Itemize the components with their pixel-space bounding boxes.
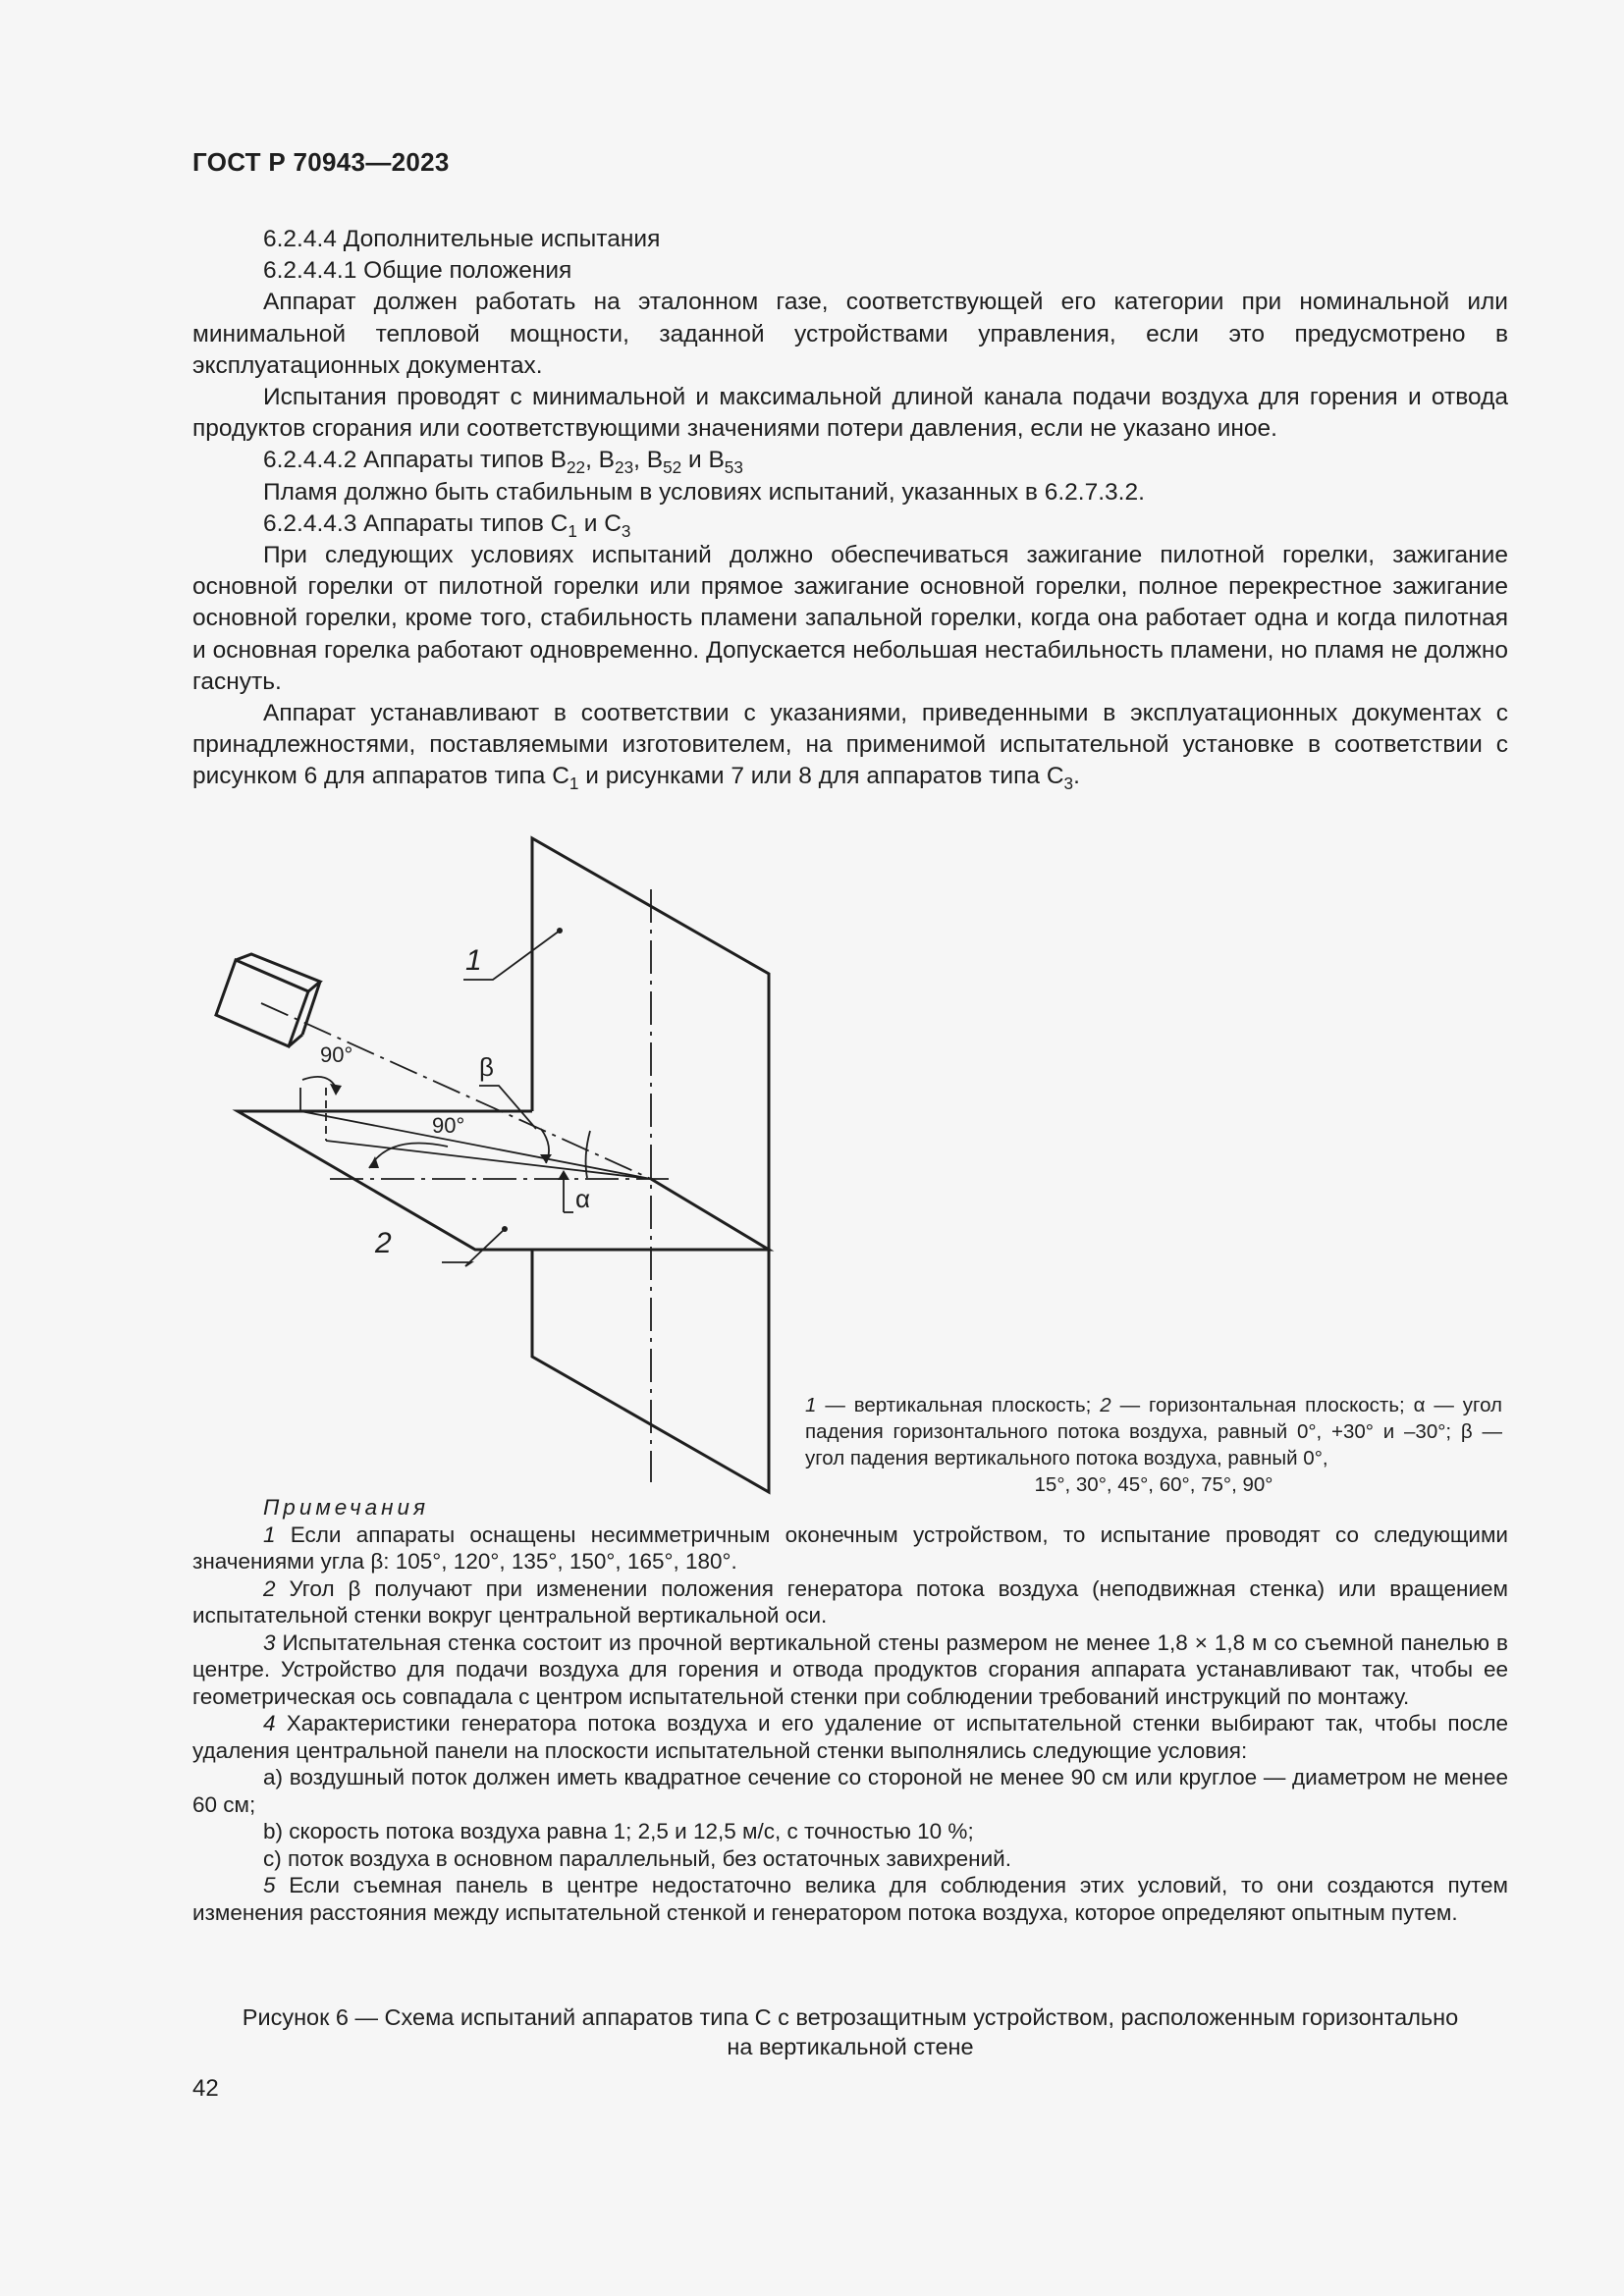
figure-label-1: 1: [465, 944, 482, 977]
note-3: 3 Испытательная стенка состоит из прочной вертикальной стены размером не менее 1,8 × 1,8 м со съемной панелью в центре. Устройство для подачи воздуха для горения и отвода продуктов сгорания аппарата устанавливают так, чтобы ее геометрическая ось совпадала с центром испытательной стенки при соблюдении требований инструкций по монтажу.: [192, 1629, 1508, 1709]
notes-title: Примечания: [263, 1495, 430, 1520]
figure-legend: 1 — вертикальная плоскость; 2 — горизонтальная плоскость; α — угол падения горизонтального потока воздуха, равный 0°, +30° и –30°; β — угол падения вертикального потока воздуха, равный 0°, 15°, 30°, 45°, 60°, 75°, 90°: [805, 1394, 1502, 1496]
paragraph: Пламя должно быть стабильным в условиях испытаний, указанных в 6.2.7.3.2.: [263, 478, 1145, 506]
angle-label-beta: β: [479, 1052, 494, 1082]
section-heading-6-2-4-4: 6.2.4.4 Дополнительные испытания: [263, 226, 661, 252]
section-heading-6-2-4-4-2: 6.2.4.4.2 Аппараты типов $B_{22}$, $B_{23}$, $B_{52}$ и $B_{53}$: [263, 447, 743, 478]
figure-label-2: 2: [375, 1227, 392, 1259]
note-5: 5 Если съемная панель в центре недостаточно велика для соблюдения этих условий, то они создаются путем изменения расстояния между испытательной стенкой и генератором потока воздуха, которое определяют опытным путем.: [192, 1873, 1508, 1925]
figure-caption: Рисунок 6 — Схема испытаний аппаратов типа С с ветрозащитным устройством, расположенным горизонтально на вертикальной стене: [242, 2004, 1459, 2059]
page-number: 42: [192, 2075, 219, 2102]
airflow-axis-1: [261, 1003, 651, 1179]
section-heading-6-2-4-4-3: 6.2.4.4.3 Аппараты типов $C_1$ и $C_3$: [263, 509, 631, 541]
note-4: 4 Характеристики генератора потока воздуха и его удаление от испытательной стенки выбирают так, чтобы после удаления центральной панели на плоскости испытательной стенки выполнялись следующие условия:: [192, 1711, 1508, 1763]
angle-label-alpha: α: [575, 1184, 591, 1213]
note-4-item-a: a) воздушный поток должен иметь квадратное сечение со стороной не менее 90 см или круглое — диаметром не менее 60 см;: [192, 1765, 1508, 1817]
paragraph: Испытания проводят с минимальной и максимальной длиной канала подачи воздуха для горения и отвода продуктов сгорания или соответствующими значениями потери давления, если не указано иное.: [192, 384, 1508, 443]
document-header: ГОСТ Р 70943—2023: [192, 147, 450, 177]
note-1: 1 Если аппараты оснащены несимметричным оконечным устройством, то испытание проводят со следующими значениями угла β: 105°, 120°, 135°, 150°, 165°, 180°.: [192, 1522, 1508, 1574]
paragraph: Аппарат устанавливают в соответствии с указаниями, приведенными в эксплуатационных документах с принадлежностями, поставляемыми изготовителем, на применимой испытательной установке в соответствии с рисунком 6 для аппаратов типа $C_1$ и рисунками 7 или 8 для аппаратов типа $C_3$.: [192, 700, 1508, 794]
figure-notes: [192, 1494, 1508, 1926]
section-body: [192, 224, 1508, 793]
note-4-item-b: b) скорость потока воздуха равна 1; 2,5 и 12,5 м/с, с точностью 10 %;: [263, 1819, 974, 1843]
airflow-line-2: [300, 1111, 651, 1179]
paragraph: При следующих условиях испытаний должно обеспечиваться зажигание пилотной горелки, зажигание основной горелки от пилотной горелки или прямое зажигание основной горелки, полное перекрестное зажигание основной горелки, кроме того, стабильность пламени запальной горелки, когда она работает одна и когда пилотная и основная горелка работают одновременно. Допускается небольшая нестабильность пламени, но пламя не должно гаснуть.: [192, 542, 1508, 695]
note-2: 2 Угол β получают при изменении положения генератора потока воздуха (неподвижная стенка) или вращением испытательной стенки вокруг центральной вертикальной оси.: [192, 1575, 1508, 1628]
note-4-item-c: c) поток воздуха в основном параллельный, без остаточных завихрений.: [263, 1845, 1011, 1871]
angle-label-90-a: 90°: [320, 1042, 353, 1067]
angle-label-90-b: 90°: [432, 1113, 465, 1138]
section-heading-6-2-4-4-1: 6.2.4.4.1 Общие положения: [263, 257, 572, 285]
paragraph: Аппарат должен работать на эталонном газе, соответствующей его категории при номинальной или минимальной тепловой мощности, заданной устройствами управления, если это предусмотрено в эксплуатационных документах.: [192, 289, 1508, 379]
